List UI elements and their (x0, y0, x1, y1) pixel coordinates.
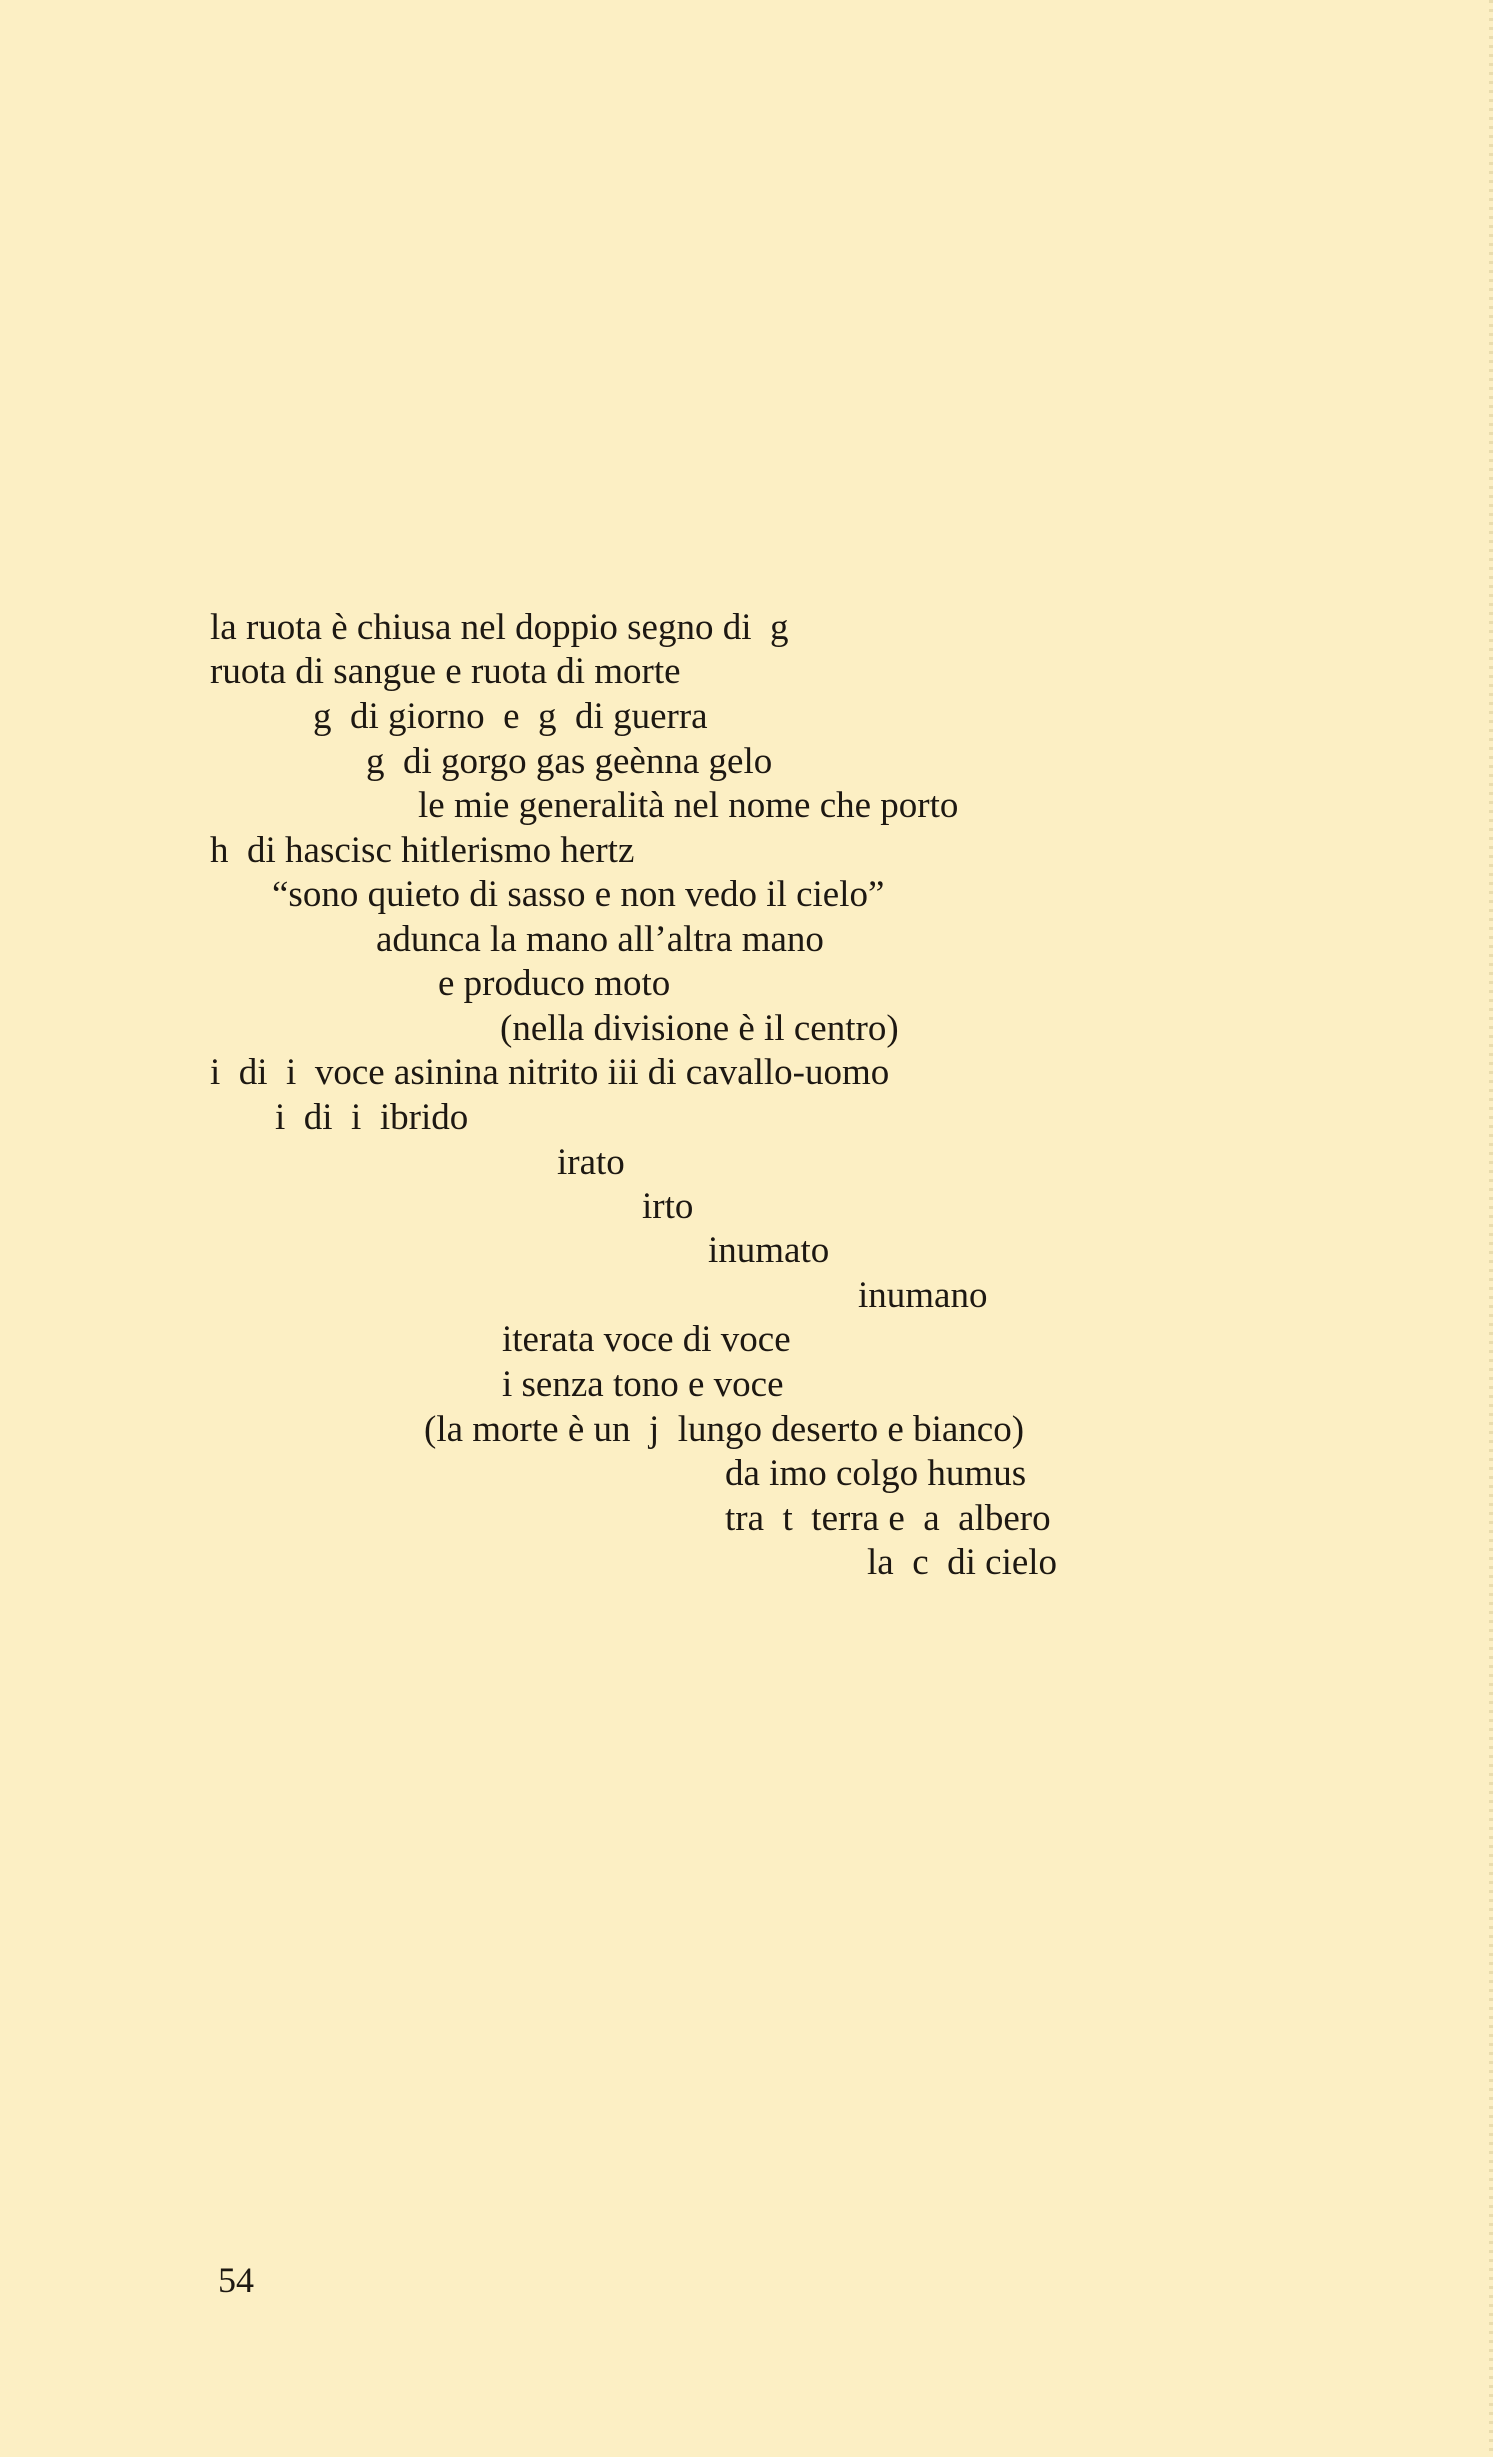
poem-line: da imo colgo humus (725, 1453, 1027, 1494)
poem-line: inumato (708, 1230, 830, 1271)
poem-line: ruota di sangue e ruota di morte (210, 651, 681, 692)
poem-line: la c di cielo (867, 1542, 1058, 1583)
poem-line: “sono quieto di sasso e non vedo il cielo” (272, 874, 885, 915)
poem-line: e produco moto (438, 963, 671, 1004)
page-edge (1489, 0, 1493, 2457)
poem-line: le mie generalità nel nome che porto (418, 785, 959, 826)
page-number: 54 (218, 2260, 254, 2300)
poem-line: g di giorno e g di guerra (313, 696, 708, 737)
poem-line: irato (557, 1142, 625, 1183)
poem-line: irto (642, 1186, 694, 1227)
poem-line: adunca la mano all’altra mano (376, 919, 824, 960)
poem-line: i senza tono e voce (502, 1364, 784, 1405)
poem-line: g di gorgo gas geènna gelo (366, 741, 773, 782)
poem-line: inumano (858, 1275, 988, 1316)
poem-line: i di i voce asinina nitrito iii di cavallo-uomo (210, 1052, 890, 1093)
poem-line: iterata voce di voce (502, 1319, 791, 1360)
poem-line: la ruota è chiusa nel doppio segno di g (210, 607, 789, 648)
poem-line: (nella divisione è il centro) (500, 1008, 899, 1049)
poem-line: tra t terra e a albero (725, 1498, 1051, 1539)
poem-line: h di hascisc hitlerismo hertz (210, 830, 635, 871)
poem-line: (la morte è un j lungo deserto e bianco) (424, 1409, 1025, 1450)
poem-line: i di i ibrido (275, 1097, 469, 1138)
